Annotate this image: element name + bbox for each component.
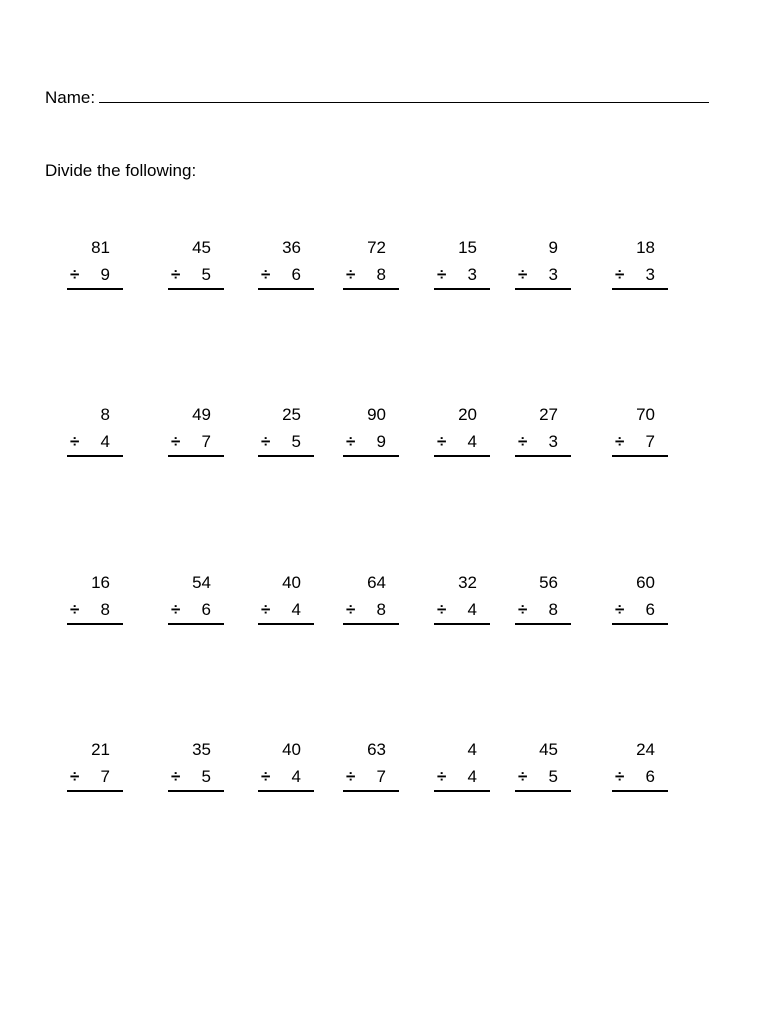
divisor: 4 (467, 432, 477, 451)
division-problem (612, 238, 668, 290)
answer-line[interactable] (67, 790, 123, 792)
division-problem (258, 238, 314, 290)
answer-line[interactable] (168, 790, 224, 792)
divisor: 3 (645, 265, 655, 284)
answer-line[interactable] (67, 288, 123, 290)
division-problem (343, 740, 399, 792)
dividend: 60 (636, 573, 655, 592)
dividend: 20 (458, 405, 477, 424)
dividend: 90 (367, 405, 386, 424)
division-problem (434, 405, 490, 457)
division-problem (67, 405, 123, 457)
dividend: 64 (367, 573, 386, 592)
divide-sign-icon: ÷ (437, 600, 447, 619)
answer-line[interactable] (515, 790, 571, 792)
answer-line[interactable] (168, 288, 224, 290)
division-problem (434, 238, 490, 290)
divide-sign-icon: ÷ (615, 265, 625, 284)
dividend: 24 (636, 740, 655, 759)
divide-sign-icon: ÷ (346, 265, 356, 284)
divide-sign-icon: ÷ (518, 767, 528, 786)
answer-line[interactable] (434, 790, 490, 792)
answer-line[interactable] (515, 455, 571, 457)
dividend: 40 (282, 573, 301, 592)
division-problem (168, 405, 224, 457)
dividend: 45 (539, 740, 558, 759)
divisor: 6 (291, 265, 301, 284)
answer-line[interactable] (434, 455, 490, 457)
division-problem (434, 740, 490, 792)
divisor: 5 (548, 767, 558, 786)
divisor: 8 (548, 600, 558, 619)
division-problem (67, 573, 123, 625)
divide-sign-icon: ÷ (437, 265, 447, 284)
division-problem (343, 573, 399, 625)
divide-sign-icon: ÷ (615, 600, 625, 619)
divisor: 5 (291, 432, 301, 451)
divisor: 7 (201, 432, 211, 451)
divisor: 9 (376, 432, 386, 451)
answer-line[interactable] (612, 288, 668, 290)
dividend: 45 (192, 238, 211, 257)
divide-sign-icon: ÷ (171, 767, 181, 786)
dividend: 72 (367, 238, 386, 257)
divide-sign-icon: ÷ (346, 767, 356, 786)
dividend: 35 (192, 740, 211, 759)
division-problem (168, 238, 224, 290)
answer-line[interactable] (612, 790, 668, 792)
divide-sign-icon: ÷ (70, 432, 80, 451)
divide-sign-icon: ÷ (346, 432, 356, 451)
dividend: 16 (91, 573, 110, 592)
division-problem (612, 740, 668, 792)
answer-line[interactable] (168, 623, 224, 625)
divide-sign-icon: ÷ (261, 600, 271, 619)
dividend: 54 (192, 573, 211, 592)
divide-sign-icon: ÷ (261, 265, 271, 284)
divisor: 5 (201, 265, 211, 284)
dividend: 63 (367, 740, 386, 759)
answer-line[interactable] (258, 623, 314, 625)
divisor: 4 (467, 767, 477, 786)
divisor: 8 (376, 600, 386, 619)
divisor: 4 (291, 600, 301, 619)
instruction-text: Divide the following: (45, 161, 197, 180)
divisor: 6 (645, 600, 655, 619)
divide-sign-icon: ÷ (518, 432, 528, 451)
answer-line[interactable] (515, 623, 571, 625)
dividend: 9 (548, 238, 558, 257)
answer-line[interactable] (67, 455, 123, 457)
dividend: 49 (192, 405, 211, 424)
divide-sign-icon: ÷ (346, 600, 356, 619)
dividend: 81 (91, 238, 110, 257)
divide-sign-icon: ÷ (518, 265, 528, 284)
division-problem (67, 238, 123, 290)
division-problem (434, 573, 490, 625)
divisor: 4 (100, 432, 110, 451)
divisor: 8 (100, 600, 110, 619)
divide-sign-icon: ÷ (437, 432, 447, 451)
answer-line[interactable] (434, 288, 490, 290)
division-problem (258, 573, 314, 625)
division-problem (515, 405, 571, 457)
answer-line[interactable] (343, 455, 399, 457)
divide-sign-icon: ÷ (518, 600, 528, 619)
answer-line[interactable] (612, 455, 668, 457)
division-problem (343, 405, 399, 457)
division-problem (612, 405, 668, 457)
dividend: 25 (282, 405, 301, 424)
division-problem (515, 740, 571, 792)
answer-line[interactable] (343, 623, 399, 625)
divisor: 5 (201, 767, 211, 786)
divide-sign-icon: ÷ (70, 600, 80, 619)
dividend: 21 (91, 740, 110, 759)
divide-sign-icon: ÷ (70, 265, 80, 284)
answer-line[interactable] (168, 455, 224, 457)
dividend: 70 (636, 405, 655, 424)
name-label: Name: (45, 88, 96, 107)
division-problem (515, 573, 571, 625)
divide-sign-icon: ÷ (171, 432, 181, 451)
dividend: 4 (467, 740, 477, 759)
dividend: 18 (636, 238, 655, 257)
division-problem (67, 740, 123, 792)
dividend: 36 (282, 238, 301, 257)
division-problem (612, 573, 668, 625)
divisor: 4 (291, 767, 301, 786)
answer-line[interactable] (343, 790, 399, 792)
answer-line[interactable] (258, 790, 314, 792)
divisor: 6 (645, 767, 655, 786)
division-problem (168, 573, 224, 625)
divide-sign-icon: ÷ (171, 600, 181, 619)
answer-line[interactable] (67, 623, 123, 625)
dividend: 40 (282, 740, 301, 759)
divide-sign-icon: ÷ (171, 265, 181, 284)
divide-sign-icon: ÷ (615, 767, 625, 786)
dividend: 8 (100, 405, 110, 424)
divisor: 6 (201, 600, 211, 619)
answer-line[interactable] (258, 288, 314, 290)
dividend: 15 (458, 238, 477, 257)
dividend: 56 (539, 573, 558, 592)
answer-line[interactable] (515, 288, 571, 290)
answer-line[interactable] (434, 623, 490, 625)
divisor: 3 (548, 432, 558, 451)
division-problem (168, 740, 224, 792)
divisor: 7 (376, 767, 386, 786)
answer-line[interactable] (612, 623, 668, 625)
answer-line[interactable] (258, 455, 314, 457)
division-problem (258, 405, 314, 457)
answer-line[interactable] (343, 288, 399, 290)
divisor: 7 (100, 767, 110, 786)
divisor: 3 (548, 265, 558, 284)
divide-sign-icon: ÷ (437, 767, 447, 786)
dividend: 32 (458, 573, 477, 592)
dividend: 27 (539, 405, 558, 424)
divisor: 3 (467, 265, 477, 284)
divide-sign-icon: ÷ (615, 432, 625, 451)
divide-sign-icon: ÷ (261, 432, 271, 451)
divide-sign-icon: ÷ (70, 767, 80, 786)
divisor: 9 (100, 265, 110, 284)
divisor: 7 (645, 432, 655, 451)
division-problem (515, 238, 571, 290)
divisor: 8 (376, 265, 386, 284)
divide-sign-icon: ÷ (261, 767, 271, 786)
division-problem (258, 740, 314, 792)
division-problem (343, 238, 399, 290)
divisor: 4 (467, 600, 477, 619)
